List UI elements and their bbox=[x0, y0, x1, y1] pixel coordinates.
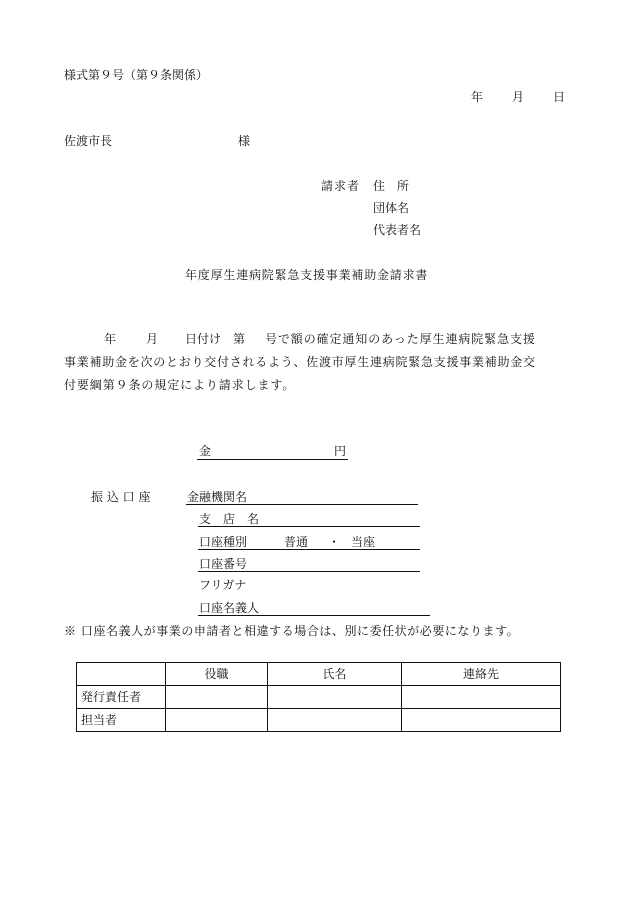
document-title: 年度厚生連病院緊急支援事業補助金請求書 bbox=[185, 268, 429, 282]
body-year: 年 bbox=[104, 332, 117, 346]
row-label: 発行責任者 bbox=[77, 686, 166, 709]
claimant-address-label: 住 所 bbox=[373, 179, 410, 193]
account-type-underline bbox=[198, 549, 420, 550]
account-holder-underline bbox=[198, 615, 430, 616]
account-holder-label: 口座名義人 bbox=[199, 601, 260, 615]
account-type-ordinary: 普通 bbox=[284, 535, 309, 549]
date-day-label: 日 bbox=[553, 90, 566, 104]
account-type-separator: ・ bbox=[328, 535, 341, 549]
date-year-label: 年 bbox=[471, 90, 484, 104]
account-number-underline bbox=[198, 571, 420, 572]
body-month: 月 bbox=[146, 332, 159, 346]
table-cell bbox=[402, 686, 561, 709]
branch-underline bbox=[198, 526, 420, 527]
row-label: 担当者 bbox=[77, 709, 166, 732]
claimant-label: 請求者 bbox=[321, 179, 361, 193]
account-number-label: 口座番号 bbox=[199, 557, 248, 571]
table-header-cell: 連絡先 bbox=[402, 663, 561, 686]
table-cell bbox=[166, 686, 268, 709]
amount-underline bbox=[197, 459, 348, 460]
table-header-cell: 役職 bbox=[166, 663, 268, 686]
amount-prefix: 金 bbox=[199, 444, 212, 458]
bank-name-label: 金融機関名 bbox=[187, 490, 248, 504]
addressee-mayor: 佐渡市長 bbox=[64, 134, 113, 148]
table-row bbox=[77, 709, 561, 732]
body-line-3: 付要綱第９条の規定により請求します。 bbox=[64, 378, 296, 392]
table-header-cell bbox=[77, 663, 166, 686]
bank-name-underline bbox=[186, 504, 418, 505]
table-row bbox=[77, 686, 561, 709]
table-header-cell: 氏名 bbox=[268, 663, 402, 686]
body-number-text: 号で額の確定通知のあった厚生連病院緊急支援 bbox=[265, 332, 536, 346]
furigana-label: フリガナ bbox=[199, 578, 247, 592]
contact-table bbox=[76, 662, 561, 732]
note: ※ 口座名義人が事業の申請者と相違する場合は、別に委任状が必要になります。 bbox=[64, 624, 520, 638]
table-cell bbox=[268, 686, 402, 709]
body-dated: 日付け 第 bbox=[185, 332, 246, 346]
account-type-current: 当座 bbox=[351, 535, 376, 549]
account-type-label: 口座種別 bbox=[199, 535, 248, 549]
addressee-honorific: 様 bbox=[238, 134, 251, 148]
date-month-label: 月 bbox=[512, 90, 525, 104]
table-cell bbox=[268, 709, 402, 732]
table-header-row bbox=[77, 663, 561, 686]
amount-unit: 円 bbox=[334, 444, 347, 458]
claimant-representative-label: 代表者名 bbox=[373, 223, 422, 237]
table-cell bbox=[402, 709, 561, 732]
claimant-group-label: 団体名 bbox=[373, 201, 410, 215]
form-number: 様式第９号（第９条関係） bbox=[64, 68, 209, 82]
body-line-2: 事業補助金を次のとおり交付されるよう、佐渡市厚生連病院緊急支援事業補助金交 bbox=[64, 355, 536, 369]
branch-label: 支 店 名 bbox=[199, 512, 260, 526]
transfer-label: 振 込 口 座 bbox=[91, 490, 151, 504]
table-cell bbox=[166, 709, 268, 732]
